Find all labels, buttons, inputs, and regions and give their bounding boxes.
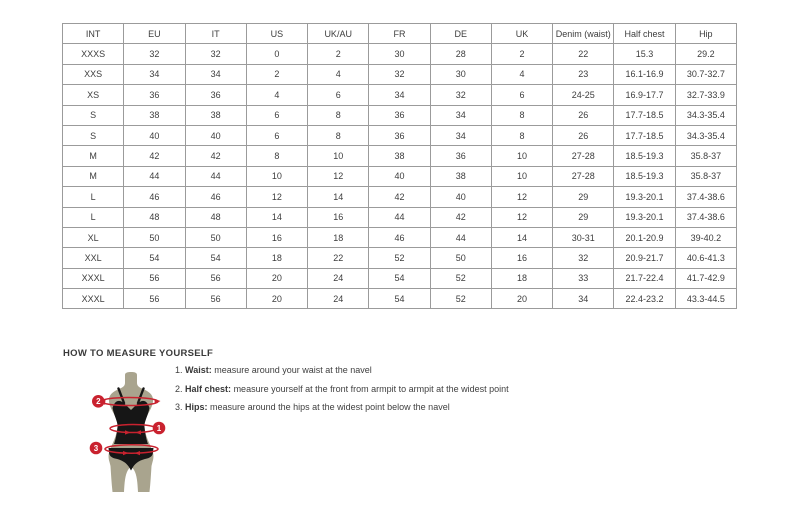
table-cell: 50 <box>124 227 185 247</box>
table-cell: 6 <box>246 125 307 145</box>
table-cell: 48 <box>124 207 185 227</box>
table-cell: 38 <box>185 105 246 125</box>
column-header-us: US <box>246 24 307 44</box>
table-cell: 16 <box>491 248 552 268</box>
table-cell: 36 <box>185 85 246 105</box>
instruction-text: measure yourself at the front from armpit to armpit at the widest point <box>233 383 509 394</box>
table-cell: 12 <box>246 187 307 207</box>
table-cell: 15.3 <box>614 44 675 64</box>
instruction-number: 2. <box>175 383 183 394</box>
table-cell: 12 <box>491 207 552 227</box>
table-cell: S <box>63 105 124 125</box>
table-cell: 27-28 <box>553 146 614 166</box>
instruction-text: measure around the hips at the widest point below the navel <box>210 402 450 412</box>
table-cell: 40 <box>369 166 430 186</box>
table-cell: 38 <box>430 166 491 186</box>
size-chart-body <box>63 44 737 309</box>
table-cell: 34.3-35.4 <box>675 125 736 145</box>
table-cell: 12 <box>491 187 552 207</box>
table-cell: 46 <box>185 187 246 207</box>
table-cell: 10 <box>491 146 552 166</box>
table-cell: 20 <box>246 268 307 288</box>
column-header-half-chest: Half chest <box>614 24 675 44</box>
table-cell: 17.7-18.5 <box>614 105 675 125</box>
table-cell: 44 <box>124 166 185 186</box>
table-row <box>63 64 737 84</box>
table-cell: 29 <box>553 187 614 207</box>
instruction-label: Half chest: <box>185 383 232 394</box>
table-cell: 41.7-42.9 <box>675 268 736 288</box>
table-cell: S <box>63 125 124 145</box>
table-cell: 26 <box>553 105 614 125</box>
table-cell: 42 <box>124 146 185 166</box>
table-cell: 44 <box>430 227 491 247</box>
table-cell: M <box>63 166 124 186</box>
column-header-hip: Hip <box>675 24 736 44</box>
table-cell: 29 <box>553 207 614 227</box>
table-cell: 19.3-20.1 <box>614 207 675 227</box>
table-cell: 34 <box>124 64 185 84</box>
figure-marker-2 <box>92 395 105 408</box>
table-cell: 54 <box>124 248 185 268</box>
table-cell: 6 <box>246 105 307 125</box>
table-cell: 54 <box>185 248 246 268</box>
table-cell: 14 <box>246 207 307 227</box>
table-cell: 10 <box>246 166 307 186</box>
table-row <box>63 85 737 105</box>
table-cell: 42 <box>185 146 246 166</box>
table-cell: 42 <box>369 187 430 207</box>
instruction-text: measure around your waist at the navel <box>214 365 372 375</box>
table-cell: 29.2 <box>675 44 736 64</box>
table-cell: 37.4-38.6 <box>675 207 736 227</box>
instruction-label: Waist: <box>185 365 212 375</box>
table-cell: XL <box>63 227 124 247</box>
instruction-half-chest <box>175 385 509 394</box>
table-cell: 46 <box>369 227 430 247</box>
table-cell: 22 <box>553 44 614 64</box>
table-cell: 34 <box>553 289 614 309</box>
table-cell: XXS <box>63 64 124 84</box>
table-cell: 34 <box>430 105 491 125</box>
column-header-int: INT <box>63 24 124 44</box>
table-cell: 34 <box>369 85 430 105</box>
table-cell: 24-25 <box>553 85 614 105</box>
table-cell: 16 <box>246 227 307 247</box>
table-cell: 20 <box>246 289 307 309</box>
table-cell: 36 <box>124 85 185 105</box>
column-header-eu: EU <box>124 24 185 44</box>
table-cell: 42 <box>430 207 491 227</box>
table-cell: 30-31 <box>553 227 614 247</box>
size-chart-header <box>63 24 737 44</box>
table-cell: 56 <box>124 268 185 288</box>
table-row <box>63 166 737 186</box>
column-header-de: DE <box>430 24 491 44</box>
table-cell: 8 <box>246 146 307 166</box>
table-cell: 18.5-19.3 <box>614 146 675 166</box>
instruction-number: 1. <box>175 365 183 375</box>
table-cell: 8 <box>491 105 552 125</box>
table-cell: 16 <box>308 207 369 227</box>
table-cell: 34 <box>430 125 491 145</box>
marker-3-number: 3 <box>93 443 99 453</box>
table-cell: 16.1-16.9 <box>614 64 675 84</box>
table-cell: 4 <box>308 64 369 84</box>
table-cell: 4 <box>491 64 552 84</box>
table-cell: 6 <box>308 85 369 105</box>
table-cell: 6 <box>491 85 552 105</box>
table-cell: 32 <box>185 44 246 64</box>
table-cell: 20.9-21.7 <box>614 248 675 268</box>
table-cell: 40 <box>430 187 491 207</box>
table-row <box>63 207 737 227</box>
table-row <box>63 248 737 268</box>
table-cell: 30 <box>369 44 430 64</box>
table-cell: 30 <box>430 64 491 84</box>
table-cell: 56 <box>185 289 246 309</box>
table-cell: M <box>63 146 124 166</box>
column-header-uk-au: UK/AU <box>308 24 369 44</box>
table-cell: 23 <box>553 64 614 84</box>
table-cell: 32 <box>124 44 185 64</box>
table-cell: 20.1-20.9 <box>614 227 675 247</box>
chest-band-arrow-right <box>155 399 161 404</box>
table-cell: 46 <box>124 187 185 207</box>
table-cell: 36 <box>430 146 491 166</box>
figure-marker-3 <box>90 442 103 455</box>
table-cell: 2 <box>246 64 307 84</box>
table-cell: 44 <box>185 166 246 186</box>
instruction-waist <box>175 366 509 375</box>
table-cell: 40.6-41.3 <box>675 248 736 268</box>
table-row <box>63 146 737 166</box>
table-cell: 52 <box>369 248 430 268</box>
column-header-it: IT <box>185 24 246 44</box>
header-row <box>63 24 737 44</box>
table-cell: 26 <box>553 125 614 145</box>
marker-1-number: 1 <box>156 423 162 433</box>
table-cell: 52 <box>430 268 491 288</box>
table-cell: 2 <box>308 44 369 64</box>
table-cell: 34.3-35.4 <box>675 105 736 125</box>
table-cell: 18.5-19.3 <box>614 166 675 186</box>
table-cell: 8 <box>308 125 369 145</box>
table-cell: 35.8-37 <box>675 166 736 186</box>
table-cell: 14 <box>491 227 552 247</box>
marker-2-number: 2 <box>96 397 101 407</box>
table-cell: 12 <box>308 166 369 186</box>
table-cell: 36 <box>369 105 430 125</box>
table-cell: 44 <box>369 207 430 227</box>
table-cell: 36 <box>369 125 430 145</box>
table-cell: XXXS <box>63 44 124 64</box>
table-cell: 27-28 <box>553 166 614 186</box>
table-row <box>63 289 737 309</box>
measure-section-heading: HOW TO MEASURE YOURSELF <box>63 348 214 359</box>
figure-marker-1 <box>153 422 166 435</box>
instruction-number: 3. <box>175 402 183 412</box>
table-cell: 48 <box>185 207 246 227</box>
table-cell: L <box>63 187 124 207</box>
size-chart-table <box>62 23 737 309</box>
table-cell: 21.7-22.4 <box>614 268 675 288</box>
table-cell: 18 <box>491 268 552 288</box>
table-cell: 35.8-37 <box>675 146 736 166</box>
table-cell: 52 <box>430 289 491 309</box>
table-row <box>63 44 737 64</box>
measure-instructions-list <box>175 366 509 422</box>
table-row <box>63 187 737 207</box>
table-cell: 17.7-18.5 <box>614 125 675 145</box>
table-cell: 8 <box>308 105 369 125</box>
table-cell: 4 <box>246 85 307 105</box>
table-cell: 10 <box>491 166 552 186</box>
table-cell: 14 <box>308 187 369 207</box>
table-cell: 34 <box>185 64 246 84</box>
table-row <box>63 105 737 125</box>
table-cell: 40 <box>185 125 246 145</box>
column-header-denim-waist: Denim (waist) <box>553 24 614 44</box>
table-cell: 30.7-32.7 <box>675 64 736 84</box>
table-cell: 8 <box>491 125 552 145</box>
table-cell: 32 <box>553 248 614 268</box>
table-cell: 33 <box>553 268 614 288</box>
table-cell: 43.3-44.5 <box>675 289 736 309</box>
table-cell: L <box>63 207 124 227</box>
instruction-hips <box>175 403 509 412</box>
column-header-fr: FR <box>369 24 430 44</box>
table-cell: 18 <box>246 248 307 268</box>
table-cell: 2 <box>491 44 552 64</box>
table-cell: 32 <box>430 85 491 105</box>
table-cell: 0 <box>246 44 307 64</box>
table-cell: 20 <box>491 289 552 309</box>
table-cell: XXXL <box>63 289 124 309</box>
column-header-uk: UK <box>491 24 552 44</box>
table-cell: 37.4-38.6 <box>675 187 736 207</box>
table-cell: 24 <box>308 289 369 309</box>
table-cell: 50 <box>430 248 491 268</box>
table-row <box>63 125 737 145</box>
table-cell: 32.7-33.9 <box>675 85 736 105</box>
table-cell: 10 <box>308 146 369 166</box>
table-cell: 54 <box>369 289 430 309</box>
table-cell: 38 <box>124 105 185 125</box>
table-row <box>63 268 737 288</box>
table-cell: 50 <box>185 227 246 247</box>
table-cell: XXXL <box>63 268 124 288</box>
measurement-figure <box>82 372 168 493</box>
table-cell: 24 <box>308 268 369 288</box>
table-cell: 56 <box>185 268 246 288</box>
table-cell: XXL <box>63 248 124 268</box>
table-cell: 56 <box>124 289 185 309</box>
table-cell: 40 <box>124 125 185 145</box>
table-cell: 38 <box>369 146 430 166</box>
table-row <box>63 227 737 247</box>
table-cell: 16.9-17.7 <box>614 85 675 105</box>
table-cell: 18 <box>308 227 369 247</box>
table-cell: XS <box>63 85 124 105</box>
table-cell: 32 <box>369 64 430 84</box>
table-cell: 28 <box>430 44 491 64</box>
table-cell: 22 <box>308 248 369 268</box>
table-cell: 54 <box>369 268 430 288</box>
instruction-label: Hips: <box>185 402 208 412</box>
table-cell: 19.3-20.1 <box>614 187 675 207</box>
table-cell: 22.4-23.2 <box>614 289 675 309</box>
mannequin-illustration <box>82 372 168 493</box>
table-cell: 39-40.2 <box>675 227 736 247</box>
